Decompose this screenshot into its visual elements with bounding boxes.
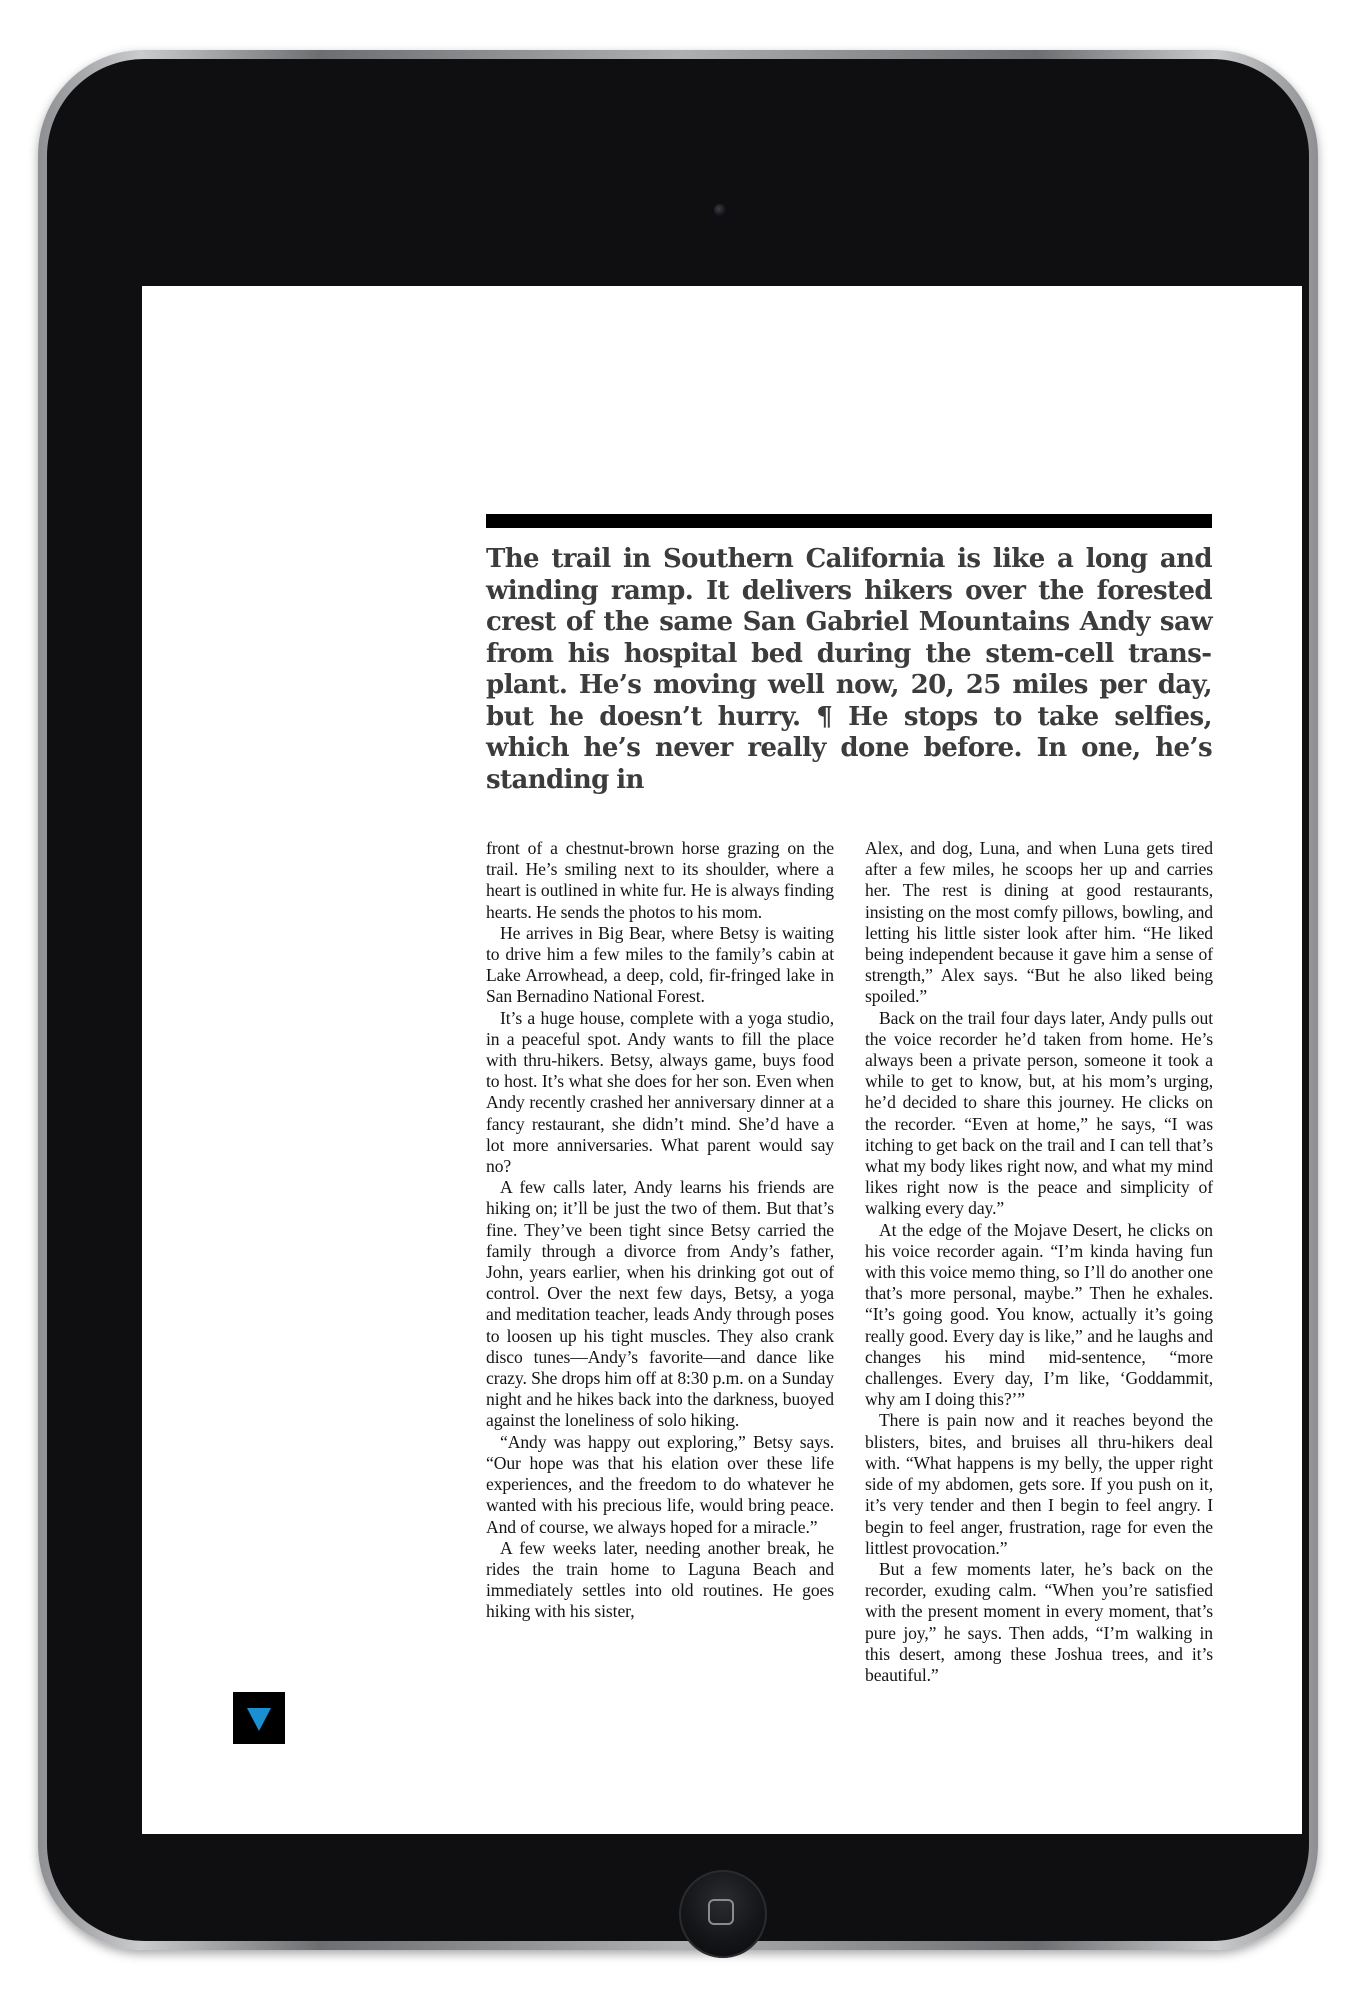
paragraph: There is pain now and it reaches beyond the blisters, bites, and bruises all thru-hikers deal with. “What happens is my belly, the upper right side of my abdomen, gets sore. If you push on it, it’s very tender and then I begin to feel angry. I begin to feel anger, frustration, rage for even the littlest provocation.”: [865, 1410, 1213, 1558]
article-column-right: [865, 838, 1213, 1686]
paragraph: It’s a huge house, complete with a yoga studio, in a peaceful spot. Andy wants to fill the place with thru-hikers. Betsy, always game, buys food to host. It’s what she does for her son. Even when Andy recently crashed her anniversary dinner at a fancy restaurant, she didn’t mind. She’d have a lot more anniversaries. What parent would say no?: [486, 1007, 834, 1177]
camera-icon: [714, 204, 726, 216]
home-button-icon: [708, 1899, 734, 1925]
tablet-bezel: [47, 59, 1309, 1941]
paragraph: front of a chestnut-brown horse grazing on the trail. He’s smiling next to its shoulder, where a heart is outlined in white fur. He is always finding hearts. He sends the photos to his mom.: [486, 838, 834, 922]
paragraph: A few calls later, Andy learns his friends are hiking on; it’ll be just the two of them. But that’s fine. They’ve been tight since Betsy carried the family through a divorce from Andy’s father, John, years earlier, when his drinking got out of control. Over the next few days, Betsy, a yoga and meditation teacher, leads Andy through poses to loosen up his tight muscles. They also crank disco tunes—Andy’s favorite—and dance like crazy. She drops him off at 8:30 p.m. on a Sunday night and he hikes back into the darkness, buoyed against the loneliness of solo hiking.: [486, 1177, 834, 1431]
paragraph: A few weeks later, needing another break, he rides the train home to Laguna Beach and immediately settles into old routines. He goes hiking with his sister,: [486, 1537, 834, 1622]
tablet-screen[interactable]: [142, 286, 1302, 1834]
paragraph: He arrives in Big Bear, where Betsy is waiting to drive him a few miles to the family’s cabin at Lake Arrowhead, a deep, cold, fir-fringed lake in San Bernadino National Forest.: [486, 922, 834, 1007]
paragraph: Alex, and dog, Luna, and when Luna gets tired after a few miles, he scoops her up and carries her. The rest is dining at good restaurants, insisting on the most comfy pillows, bowling, and letting his little sister look after him. “He liked being independent because it gave him a sense of strength,” Alex says. “But he also liked being spoiled.”: [865, 838, 1213, 1007]
home-button[interactable]: [679, 1870, 767, 1958]
next-page-button[interactable]: [233, 1692, 285, 1744]
paragraph: But a few moments later, he’s back on the recorder, exuding calm. “When you’re satisfied with the present moment in every moment, that’s pure joy,” he says. Then adds, “I’m walking in this desert, among these Joshua trees, and it’s beautiful.”: [865, 1558, 1213, 1685]
tablet-device: [38, 50, 1318, 1950]
paragraph: At the edge of the Mojave Desert, he clicks on his voice recorder again. “I’m kinda having fun with this voice memo thing, so I’ll do another one that’s more personal, maybe.” Then he exhales. “It’s going good. You know, actually it’s going really good. Every day is like,” and he laughs and changes his mind mid-sentence, “more challenges. Every day, I’m like, ‘Goddammit, why am I doing this?’”: [865, 1219, 1213, 1410]
section-rule: [486, 514, 1212, 528]
paragraph: Back on the trail four days later, Andy pulls out the voice recorder he’d taken from home. He’s always been a private person, someone it took a while to get to know, but, at his mom’s urging, he’d decided to share this journey. He clicks on the recorder. “Even at home,” he says, “I was itching to get back on the trail and I can tell that’s what my body likes right now, and what my mind likes right now is the peace and simplicity of walking every day.”: [865, 1007, 1213, 1219]
paragraph: “Andy was happy out exploring,” Betsy says. “Our hope was that his elation over these life experiences, and the freedom to do whatever he wanted with his precious life, would bring peace. And of course, we always hoped for a miracle.”: [486, 1431, 834, 1537]
article-column-left: [486, 838, 834, 1623]
article-deck: The trail in Southern California is like a long and winding ramp. It delivers hikers over the forested crest of the same San Gabriel Mountains Andy saw from his hospital bed during the stem-cell transplant. He’s moving well now, 20, 25 miles per day, but he doesn’t hurry. ¶ He stops to take selfies, which he’s never really done before. In one, he’s standing in: [486, 544, 1212, 795]
triangle-down-icon: [246, 1706, 272, 1732]
